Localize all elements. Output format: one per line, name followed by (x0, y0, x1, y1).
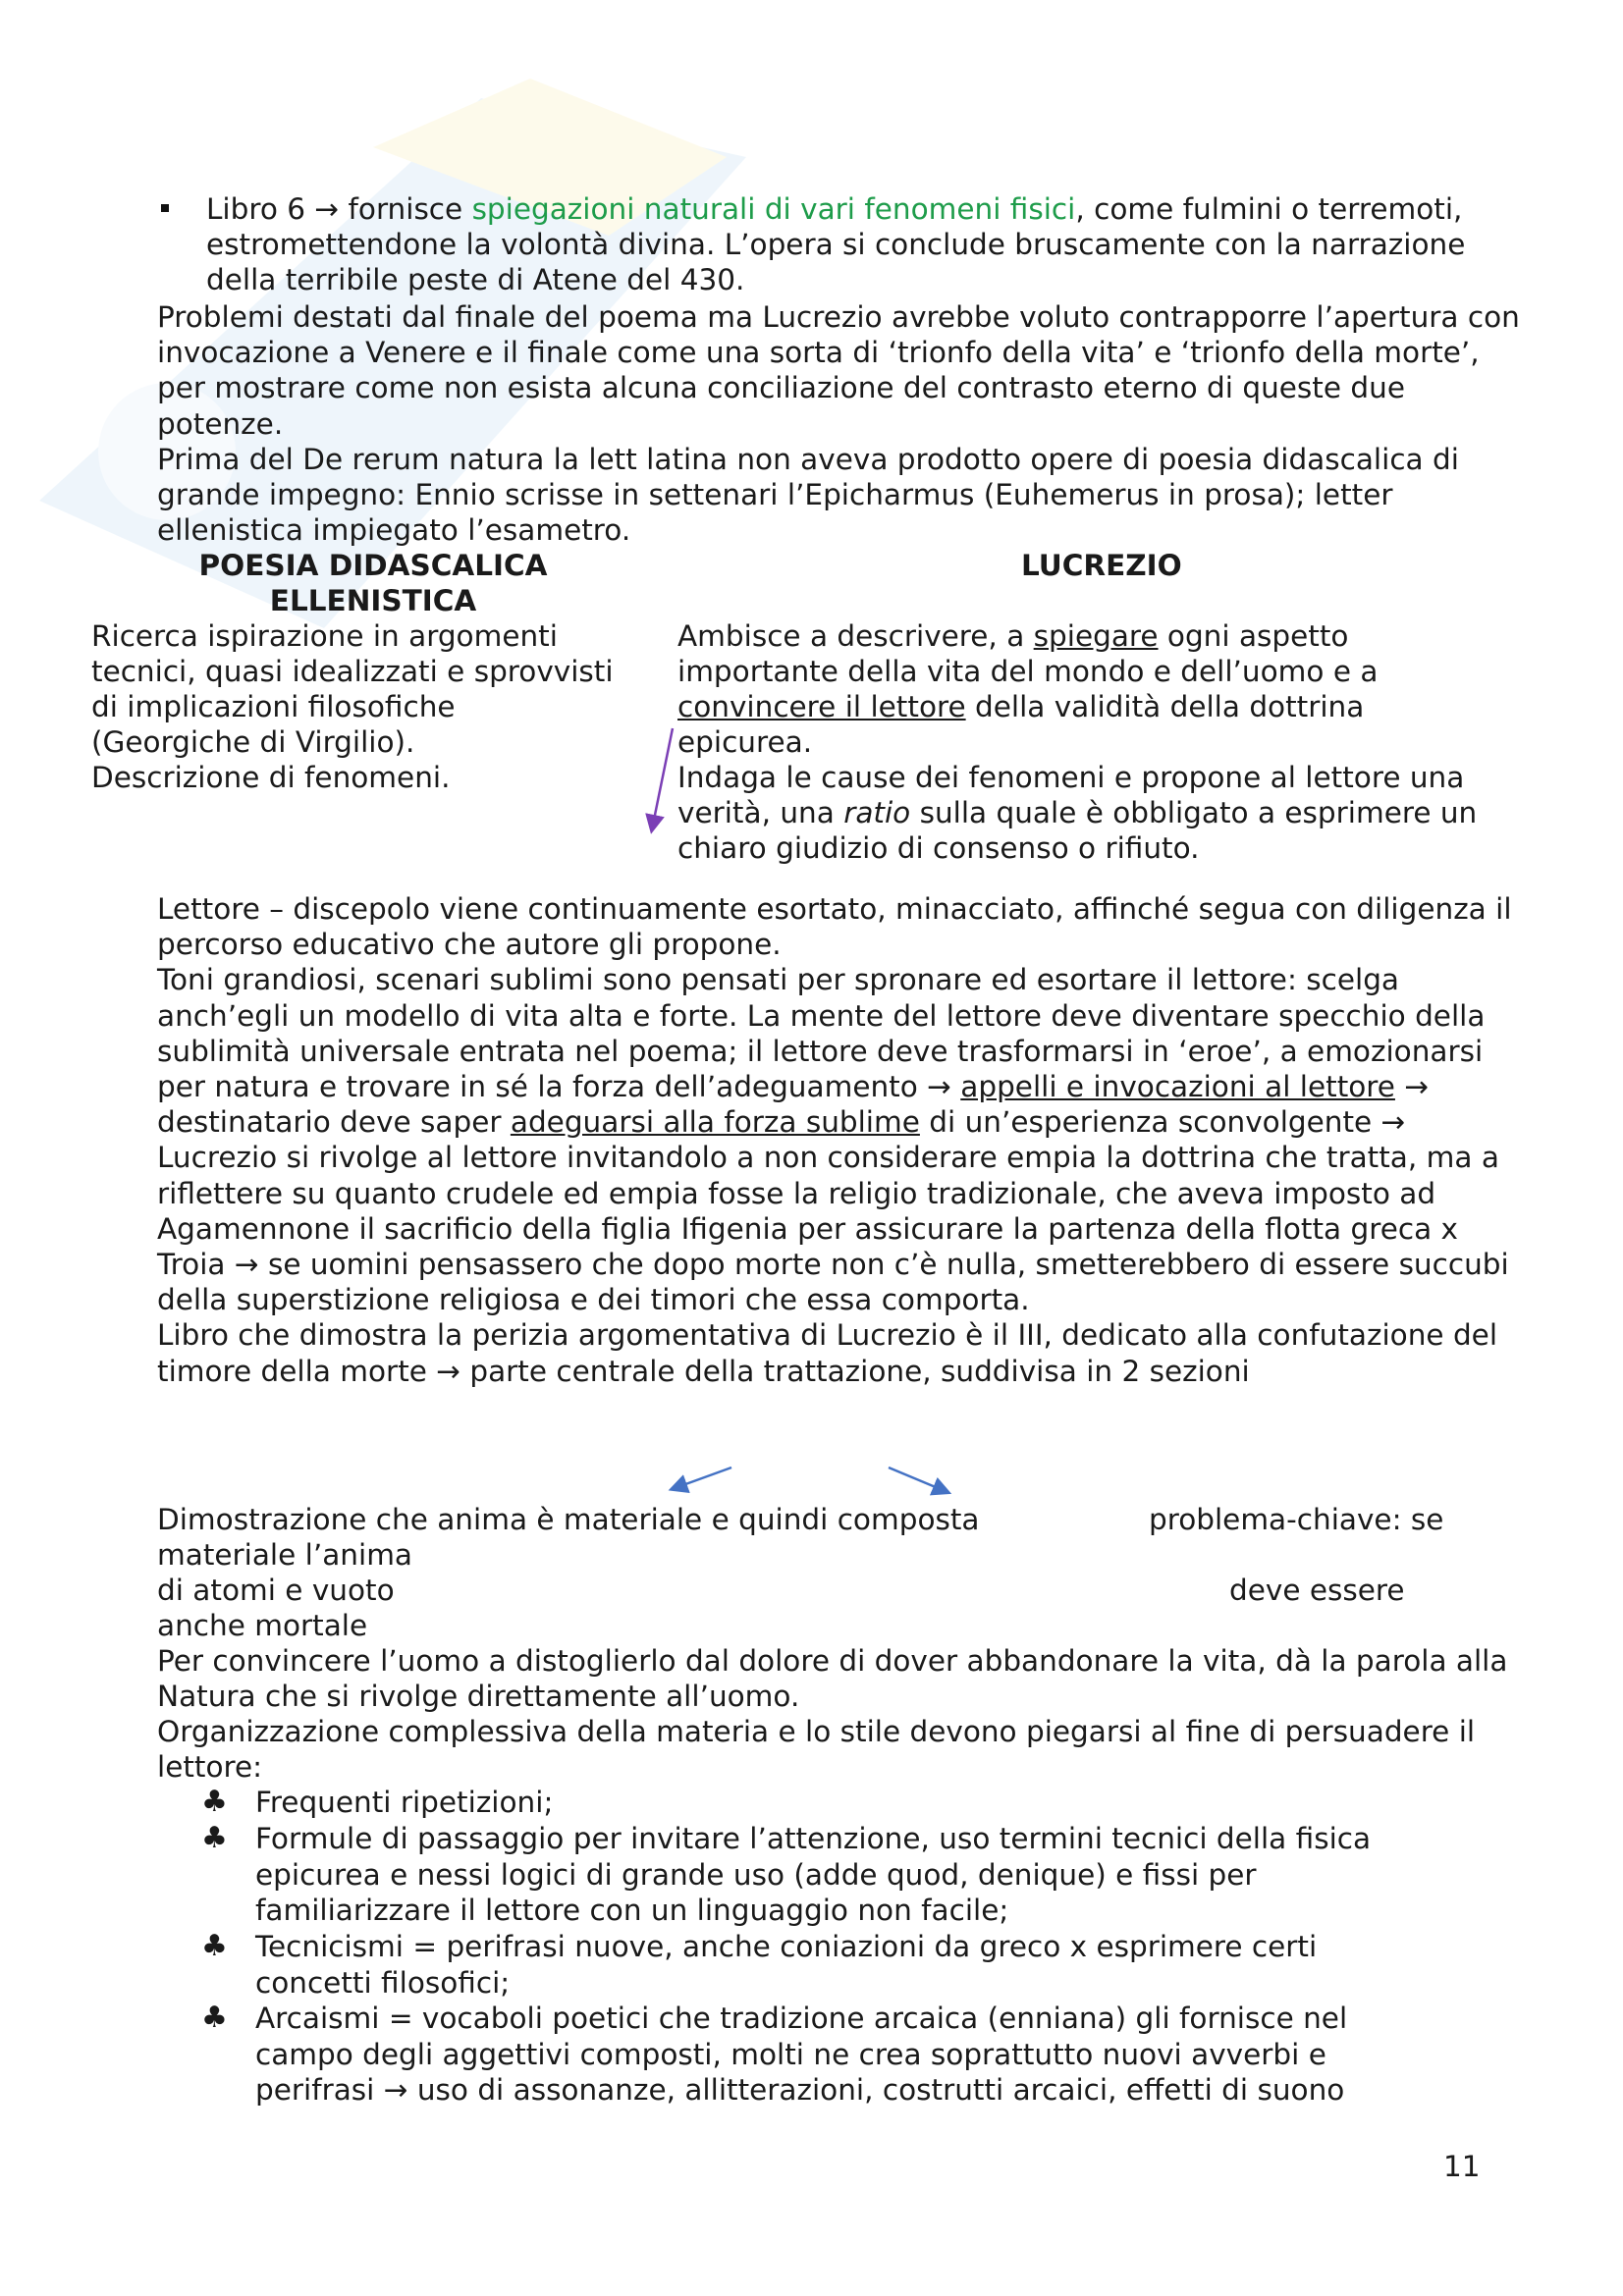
left-column-header: POESIA DIDASCALICA ELLENISTICA (198, 549, 548, 617)
club-bullet-icon: ♣ (201, 2001, 228, 2035)
split-left-line-3: di atomi e vuoto (157, 1574, 395, 1607)
list-item: Formule di passaggio per invitare l’attenzione, uso termini tecnici della fisica epicurea e nessi logici di grande uso (adde quod, denique) e fissi per familiarizzare il lettore con un linguaggio non facile; (255, 1822, 1372, 1927)
paragraph-lettore: Lettore – discepolo viene continuamente esortato, minacciato, affinché segua con diligenza il percorso educativo che autore gli propone. Toni grandiosi, scenari sublimi sono pensati per spronare ed esortare il lettore: scelga anch’egli un modello di vita alta e forte. La mente del lettore deve diventare specchio della sublimità universale entrata nel poema; il lettore deve trasformarsi in ‘eroe’, a emozionarsi per natura e trovare in sé la forza dell’adeguamento → appelli e invocazioni al lettore → destinatario deve saper adeguarsi alla forza sublime di un’esperienza sconvolgente → Lucrezio si rivolge al lettore invitandolo a non considerare empia la dottrina che tratta, ma a riflettere su quanto crudele ed empia fosse la religio tradizionale, che aveva imposto ad Agamennone il sacrificio della figlia Ifigenia per assicurare la partenza della flotta greca x Troia → se uomini pensassero che dopo morte non c’è nulla, smetterebbero di essere succubi della superstizione religiosa e dei timori che essa comporta. Libro che dimostra la perizia argomentativa di Lucrezio è il III, dedicato alla confutazione del timore della morte → parte centrale della trattazione, suddivisa in 2 sezioni (157, 892, 1512, 1388)
paragraph-finale: Problemi destati dal finale del poema ma Lucrezio avrebbe voluto contrapporre l’apertura con invocazione a Venere e il finale come una sorta di ‘trionfo della vita’ e ‘trionfo della morte’, per mostrare come non esista alcuna conciliazione del contrasto eterno di queste due potenze. (157, 300, 1520, 441)
club-bullet-icon: ♣ (201, 1821, 228, 1855)
left-column-text: Ricerca ispirazione in argomenti tecnici, quasi idealizzati e sprovvisti di implicazioni filosofiche (Georgiche di Virgilio). Descrizione di fenomeni. (91, 619, 614, 794)
bullet-paragraph: Libro 6 → fornisce spiegazioni naturali di vari fenomeni fisici, come fulmini o terremoti, estromettendone la volontà divina. L’opera si conclude bruscamente con la narrazione della terribile peste di Atene del 430. (206, 192, 1466, 297)
split-line-2: materiale l’anima (157, 1538, 413, 1572)
split-line-4: anche mortale (157, 1609, 368, 1642)
list-item: Frequenti ripetizioni; (255, 1786, 554, 1819)
blue-arrow-left-icon (677, 1468, 731, 1487)
page-number: 11 (1443, 2150, 1481, 2183)
list-item: Arcaismi = vocaboli poetici che tradizione arcaica (enniana) gli fornisce nel campo degli aggettivi composti, molti ne crea soprattutto nuovi avverbi e perifrasi → uso di assonanze, allitterazioni, costrutti arcaici, effetti di suono (255, 2002, 1348, 2107)
club-bullet-icon: ♣ (201, 1785, 228, 1819)
paragraph-prima: Prima del De rerum natura la lett latina non aveva prodotto opere di poesia didascalica di grande impegno: Ennio scrisse in settenari l’Epicharmus (Euhemerus in prosa); letter ellenistica impiegato l’esametro. (157, 443, 1459, 548)
purple-arrow-icon (653, 728, 673, 825)
split-left-line-1: Dimostrazione che anima è materiale e quindi composta (157, 1503, 980, 1536)
list-item: Tecnicismi = perifrasi nuove, anche coniazioni da greco x esprimere certi concetti filosofici; (255, 1930, 1318, 2000)
paragraph-organizzazione: Organizzazione complessiva della materia e lo stile devono piegarsi al fine di persuadere il lettore: (157, 1715, 1476, 1785)
blue-arrow-right-icon (889, 1468, 943, 1490)
right-column-text: Ambisce a descrivere, a spiegare ogni aspetto importante della vita del mondo e dell’uomo e a convincere il lettore della validità della dottrina epicurea. Indaga le cause dei fenomeni e propone al lettore una verità, una ratio sulla quale è obbligato a esprimere un chiaro giudizio di consenso o rifiuto. (677, 619, 1478, 865)
club-bullet-icon: ♣ (201, 1929, 228, 1963)
split-right-line-3: deve essere (1229, 1574, 1405, 1607)
right-column-header: LUCREZIO (1021, 549, 1182, 582)
split-right-line-1: problema-chiave: se (1149, 1503, 1444, 1536)
paragraph-natura: Per convincere l’uomo a distoglierlo dal dolore di dover abbandonare la vita, dà la parola alla Natura che si rivolge direttamente all’uomo. (157, 1644, 1508, 1714)
